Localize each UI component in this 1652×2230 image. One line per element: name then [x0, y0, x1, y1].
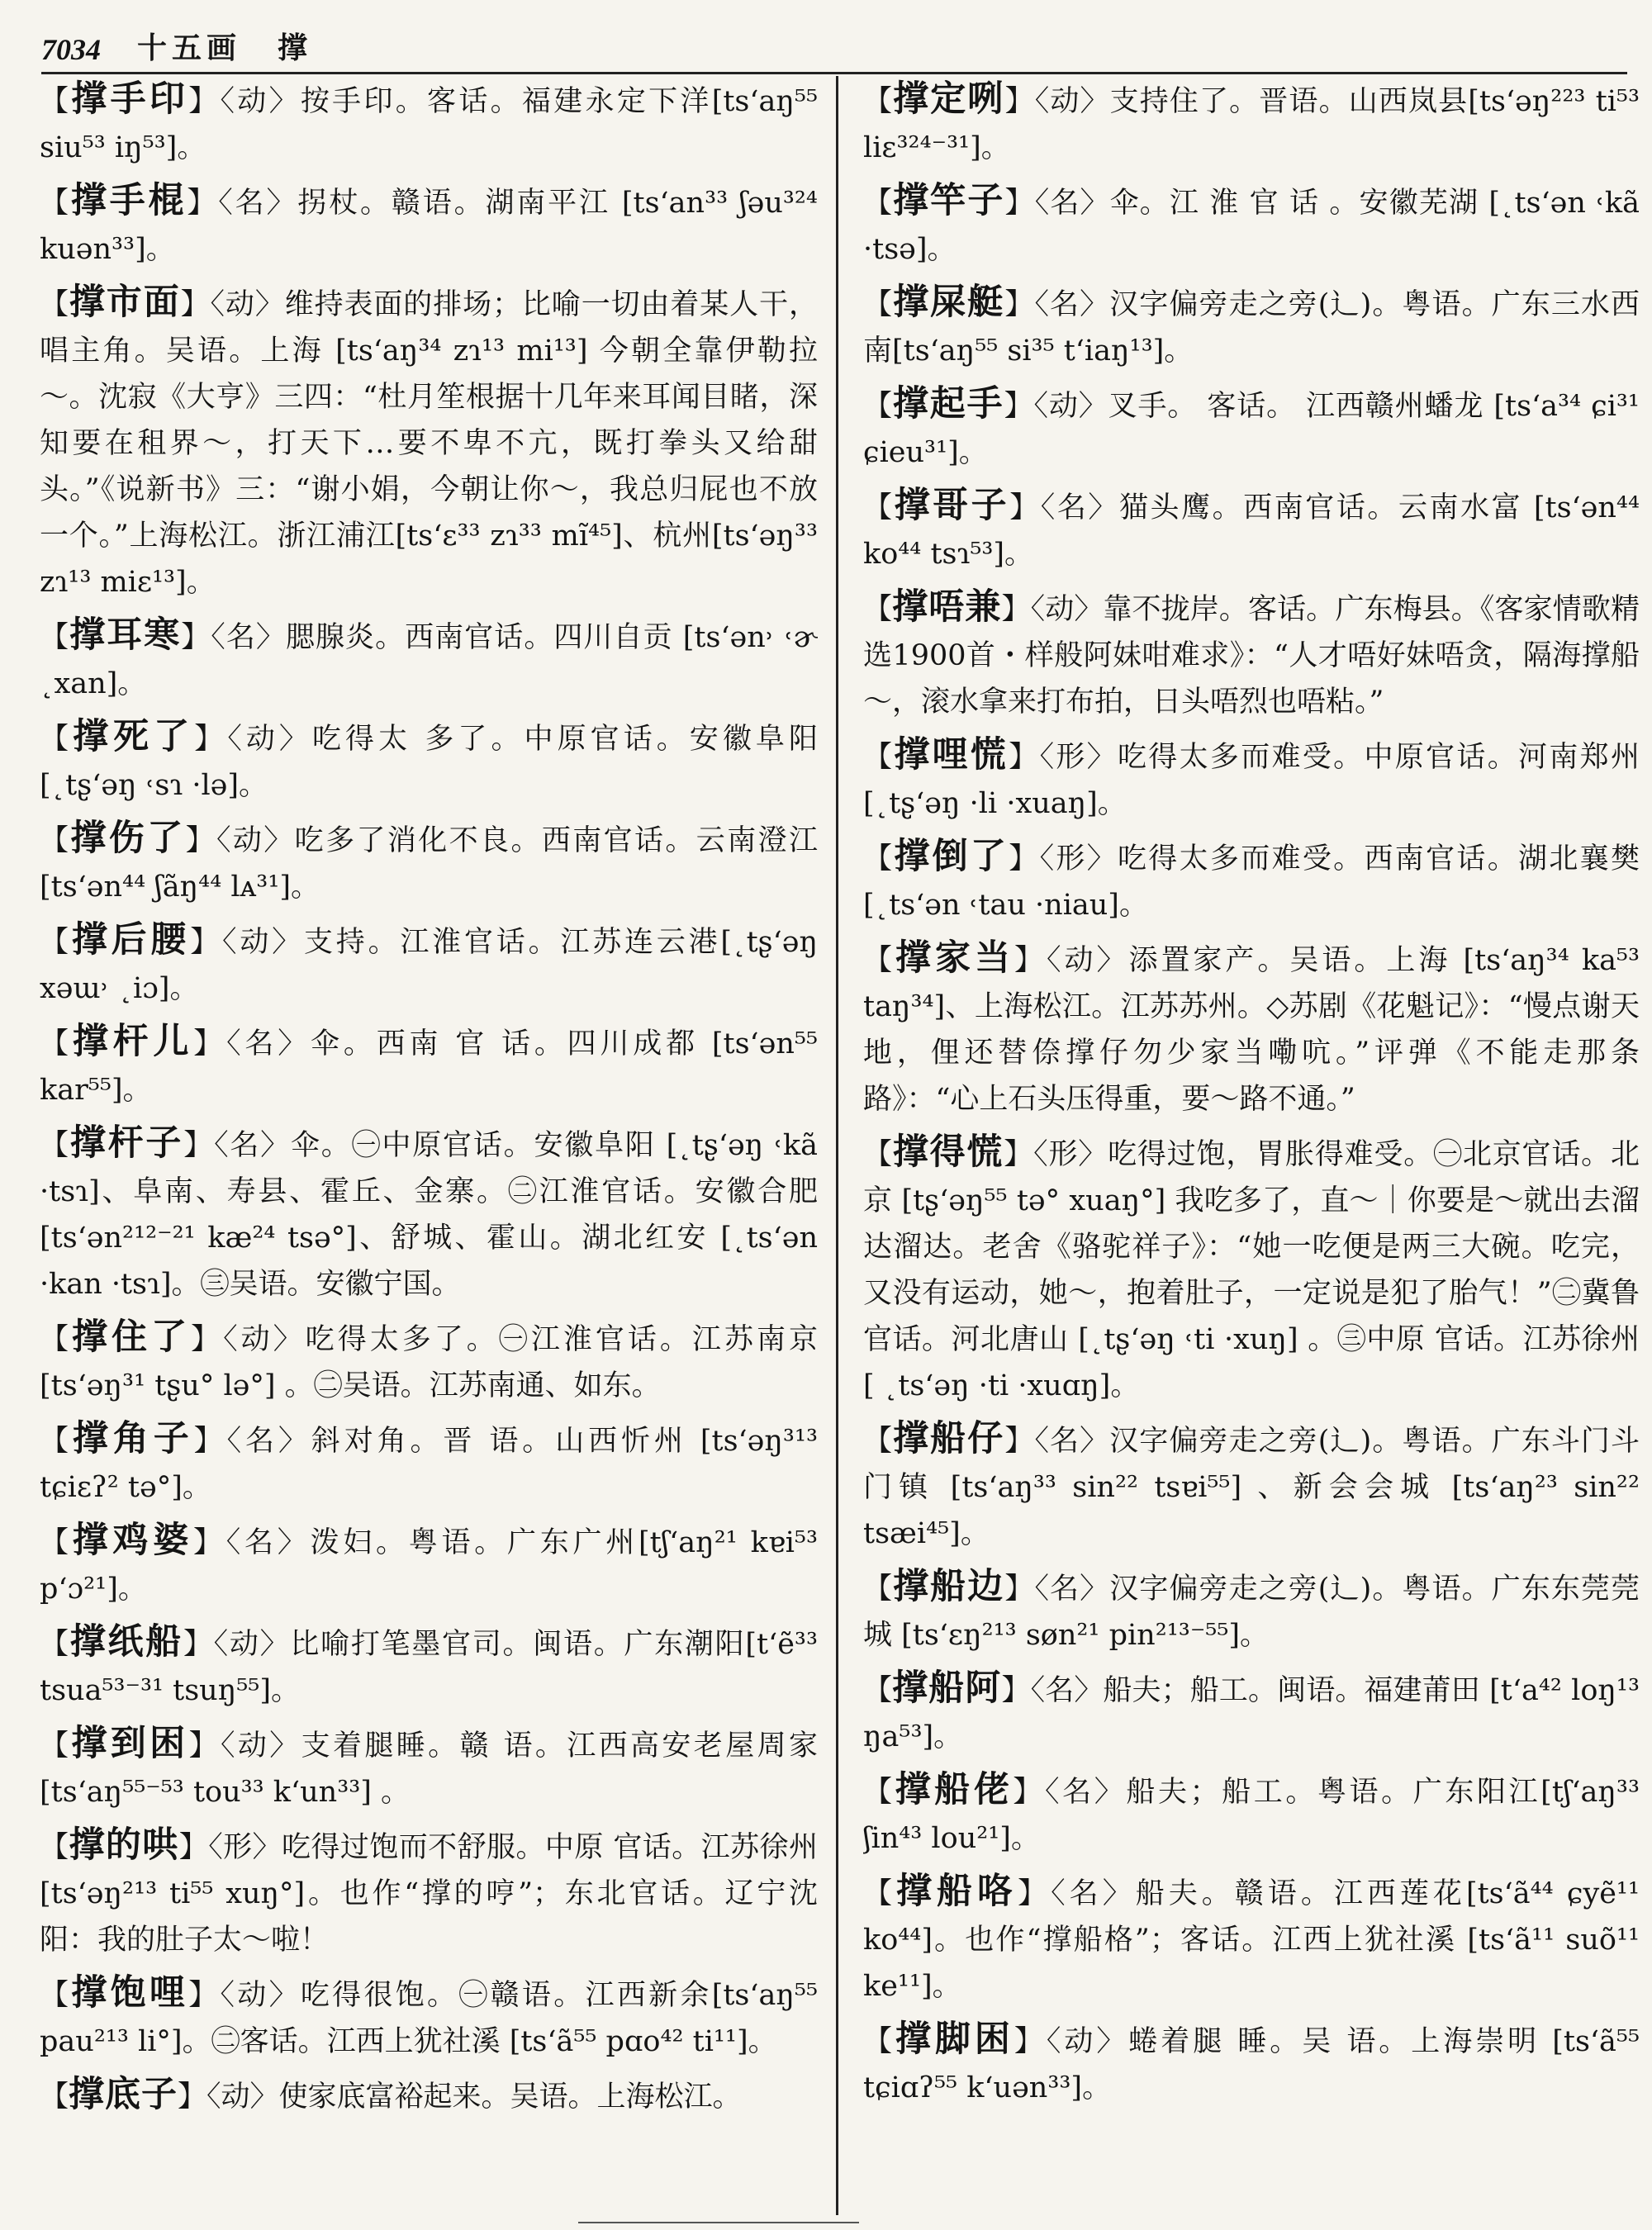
definition: 〈名〉船夫；船工。粤语。广东阳江[tʃ‘aŋ³³ ʃin⁴³ lou²¹]。 [863, 1776, 1640, 1855]
definition: 〈名〉泼妇。粤语。广东广州[tʃ‘aŋ²¹ kɐi⁵³ p‘ɔ²¹]。 [40, 1526, 818, 1606]
definition: 〈名〉斜对角。晋 语。山西忻州 [ts‘əŋ³¹³ tɕiɛʔ² tə°]。 [40, 1425, 818, 1504]
entry: 【撑船边】〈名〉汉字偏旁走之旁(辶)。粤语。广东东莞莞城 [ts‘ɛŋ²¹³ søn²¹ pin²¹³⁻⁵⁵]。 [863, 1566, 1640, 1652]
headword: 撑纸船 [69, 1621, 183, 1663]
headword: 撑市面 [69, 282, 181, 323]
headword: 撑唔兼 [892, 586, 1002, 628]
definition: 〈名〉汉字偏旁走之旁(辶)。粤语。广东斗门斗门镇 [ts‘aŋ³³ sin²² tsɐi⁵⁵] 、新会会城 [ts‘aŋ²³ sin²² tsæi⁴⁵]。 [863, 1425, 1640, 1550]
definition: 〈动〉靠不拢岸。客话。广东梅县。《客家情歌精选1900首・样般阿妹咁难求》：“人才唔好妹唔贪，隔海撑船～，滚水拿来打布拍，日头唔烈也唔粘。” [863, 593, 1640, 719]
entry: 【撑船咯】〈名〉船夫。赣语。江西莲花[ts‘ã⁴⁴ ɕyẽ¹¹ ko⁴⁴]。也作“撑船格”；客话。江西上犹社溪 [ts‘ã¹¹ suõ¹¹ ke¹¹]。 [863, 1871, 1640, 2003]
entry: 【撑住了】〈动〉吃得太多了。㊀江淮官话。江苏南京 [ts‘əŋ³¹ tʂu° lə°] 。㊁吴语。江苏南通、如东。 [40, 1317, 818, 1402]
definition: 〈动〉叉手。 客话。 江西赣州蟠龙 [ts‘a³⁴ ɕi³¹ ɕieu³¹]。 [863, 390, 1640, 469]
headword: 撑倒了 [894, 836, 1009, 877]
definition: 〈动〉按手印。客话。福建永定下洋[ts‘aŋ⁵⁵ siu⁵³ iŋ⁵³]。 [40, 85, 818, 164]
headword: 撑杆儿 [72, 1021, 194, 1062]
entry: 【撑竿子】〈名〉伞。江 淮 官 话 。安徽芜湖 [˛ts‘ən ˓kã ·tsə]。 [863, 180, 1640, 266]
headword: 撑鸡婆 [72, 1520, 193, 1561]
entry: 【撑底子】〈动〉使家底富裕起来。吴语。上海松江。 [40, 2074, 742, 2115]
entry: 【撑哩慌】〈形〉吃得太多而难受。中原官话。河南郑州 [˛tʂ‘əŋ ·li ·xuaŋ]。 [863, 734, 1640, 820]
headword: 撑角子 [72, 1418, 194, 1459]
headword: 撑船仔 [893, 1418, 1005, 1459]
headword: 撑哩慌 [894, 734, 1009, 776]
headword: 撑家当 [895, 937, 1014, 979]
entry: 【撑起手】〈动〉叉手。 客话。 江西赣州蟠龙 [ts‘a³⁴ ɕi³¹ ɕieu³¹]。 [863, 383, 1640, 469]
definition: 〈动〉支着腿睡。赣 语。江西高安老屋周家 [ts‘aŋ⁵⁵⁻⁵³ tou³³ k‘un³³] 。 [40, 1729, 818, 1809]
headword: 撑哥子 [894, 485, 1010, 526]
definition: 〈名〉猫头鹰。西南官话。云南水富 [ts‘ən⁴⁴ ko⁴⁴ tsɿ⁵³]。 [863, 491, 1640, 571]
header-character: 撑 [278, 31, 313, 65]
headword: 撑脚困 [895, 2019, 1014, 2060]
headword: 撑后腰 [71, 919, 191, 961]
right-column [863, 76, 1640, 2219]
bottom-rule [578, 2222, 859, 2223]
entry: 【撑伤了】〈动〉吃多了消化不良。西南官话。云南澄江 [ts‘ən⁴⁴ ʃãŋ⁴⁴ lᴀ³¹]。 [40, 818, 818, 904]
entry: 【撑角子】〈名〉斜对角。晋 语。山西忻州 [ts‘əŋ³¹³ tɕiɛʔ² tə°]。 [40, 1418, 818, 1504]
entry: 【撑到困】〈动〉支着腿睡。赣 语。江西高安老屋周家 [ts‘aŋ⁵⁵⁻⁵³ tou³³ k‘un³³] 。 [40, 1723, 818, 1809]
entry: 【撑手棍】〈名〉拐杖。赣语。湖南平江 [ts‘an³³ ʃəu³²⁴ kuən³³]。 [40, 180, 818, 266]
definition: 〈动〉使家底富裕起来。吴语。上海松江。 [206, 2081, 742, 2114]
entry: 【撑倒了】〈形〉吃得太多而难受。西南官话。湖北襄樊 [˛ts‘ən ˓tau ·niau]。 [863, 836, 1640, 922]
definition: 〈动〉添置家产。吴语。上海 [ts‘aŋ³⁴ ka⁵³ taŋ³⁴]、上海松江。江苏苏州。◇苏剧《花魁记》：“慢点谢天地，俚还替倷撑仔勿少家当嘞吭。”评弹《不能走那条路》：“心上石头压得重，要～路不通。” [863, 944, 1640, 1116]
page-number: 7034 [41, 33, 101, 66]
definition: 〈形〉吃得过饱，胃胀得难受。㊀北京官话。北京 [tʂ‘əŋ⁵⁵ tə° xuaŋ°] 我吃多了，直～｜你要是～就出去溜达溜达。老舍《骆驼祥子》：“她一吃便是两三大碗。吃完，又没有运动，她～，抱着肚子，一定说是犯了胎气！”㊁冀鲁官话。河北唐山 [˛tʂ‘əŋ ˓ti ·xuŋ] 。㊂中原 官话。江苏徐州 [ ˛ts‘əŋ ·ti ·xuɑŋ]。 [863, 1138, 1640, 1402]
headword: 撑住了 [72, 1317, 192, 1358]
entry: 【撑脚困】〈动〉蜷着腿 睡。吴 语。上海崇明 [ts‘ã⁵⁵ tɕiɑʔ⁵⁵ k‘uən³³]。 [863, 2019, 1640, 2104]
definition: 〈形〉吃得太多而难受。中原官话。河南郑州 [˛tʂ‘əŋ ·li ·xuaŋ]。 [863, 741, 1640, 820]
definition: 〈名〉伞。西南 官 话。四川成都 [ts‘ən⁵⁵ kar⁵⁵]。 [40, 1027, 818, 1107]
headword: 撑到困 [71, 1723, 189, 1764]
headword: 撑底子 [69, 2074, 178, 2115]
definition: 〈动〉支持住了。晋语。山西岚县[ts‘əŋ²²³ ti⁵³ liɛ³²⁴⁻³¹]。 [863, 85, 1640, 164]
entry: 【撑的哄】〈形〉吃得过饱而不舒服。中原 官话。江苏徐州 [ts‘əŋ²¹³ ti⁵⁵ xuŋ°]。也作“撑的哼”；东北官话。辽宁沈阳：我的肚子太～啦！ [40, 1824, 818, 1957]
definition: 〈名〉汉字偏旁走之旁(辶)。粤语。广东东莞莞城 [ts‘ɛŋ²¹³ søn²¹ pin²¹³⁻⁵⁵]。 [863, 1573, 1640, 1652]
entry: 【撑饱哩】〈动〉吃得很饱。㊀赣语。江西新余[ts‘aŋ⁵⁵ pau²¹³ li°]。㊁客话。江西上犹社溪 [ts‘ã⁵⁵ pɑo⁴² ti¹¹]。 [40, 1972, 818, 2058]
headword: 撑船阿 [892, 1668, 1002, 1709]
left-column [40, 76, 818, 2219]
definition: 〈动〉吃得太 多了。中原官话。安徽阜阳 [˛tʂ‘əŋ ˓sɿ ·lə]。 [40, 723, 818, 802]
headword: 撑饱哩 [71, 1972, 189, 2014]
headword: 撑手棍 [70, 180, 188, 221]
entry: 【撑纸船】〈动〉比喻打笔墨官司。闽语。广东潮阳[t‘ẽ³³ tsua⁵³⁻³¹ tsuŋ⁵⁵]。 [40, 1621, 818, 1707]
definition: 〈名〉拐杖。赣语。湖南平江 [ts‘an³³ ʃəu³²⁴ kuən³³]。 [40, 187, 818, 266]
entry: 【撑船佬】〈名〉船夫；船工。粤语。广东阳江[tʃ‘aŋ³³ ʃin⁴³ lou²¹]。 [863, 1769, 1640, 1855]
definition: 〈动〉吃得很饱。㊀赣语。江西新余[ts‘aŋ⁵⁵ pau²¹³ li°]。㊁客话。江西上犹社溪 [ts‘ã⁵⁵ pɑo⁴² ti¹¹]。 [40, 1979, 818, 2058]
entry: 【撑得慌】〈形〉吃得过饱，胃胀得难受。㊀北京官话。北京 [tʂ‘əŋ⁵⁵ tə° xuaŋ°] 我吃多了，直～｜你要是～就出去溜达溜达。老舍《骆驼祥子》：“她一吃便是两三大碗。吃完，又没有运动，她～，抱着肚子，一定说是犯了胎气！”㊁冀鲁官话。河北唐山 [˛tʂ‘əŋ ˓ti ·xuŋ] 。㊂中原 官话。江苏徐州 [ ˛ts‘əŋ ·ti ·xuɑŋ]。 [863, 1132, 1640, 1402]
page-header [41, 23, 1627, 74]
entry: 【撑船阿】〈名〉船夫；船工。闽语。福建莆田 [t‘a⁴² loŋ¹³ ŋa⁵³]。 [863, 1668, 1640, 1753]
entry: 【撑后腰】〈动〉支持。江淮官话。江苏连云港[˛tʂ‘əŋ xəɯ˒ ˛iɔ]。 [40, 919, 818, 1005]
entry: 【撑死了】〈动〉吃得太 多了。中原官话。安徽阜阳 [˛tʂ‘əŋ ˓sɿ ·lə]。 [40, 716, 818, 802]
headword: 撑的哄 [69, 1824, 179, 1866]
headword: 撑手印 [71, 78, 189, 120]
entry: 【撑市面】〈动〉维持表面的排场；比喻一切由着某人干，唱主角。吴语。上海 [ts‘aŋ³⁴ zɿ¹³ mi¹³] 今朝全靠伊勒拉～。沈寂《大亨》三四：“杜月笙根据十几年来耳闻目睹，深知要在租界～，打天下…要不卑不亢，既打拳头又给甜头。”《说新书》三：“谢小娟，今朝让你～，我总归屁也不放一个。”上海松江。浙江浦江[ts‘ɛ³³ zɿ³³ mĩ⁴⁵]、杭州[ts‘əŋ³³ zɿ¹³ miɛ¹³]。 [40, 282, 818, 599]
headword: 撑竿子 [893, 180, 1005, 221]
definition: 〈形〉吃得过饱而不舒服。中原 官话。江苏徐州 [ts‘əŋ²¹³ ti⁵⁵ xuŋ°]。也作“撑的哼”；东北官话。辽宁沈阳：我的肚子太～啦！ [40, 1831, 818, 1957]
headword: 撑得慌 [892, 1132, 1004, 1173]
headword: 撑屎艇 [893, 282, 1005, 323]
definition: 〈动〉支持。江淮官话。江苏连云港[˛tʂ‘əŋ xəɯ˒ ˛iɔ]。 [40, 926, 818, 1005]
definition: 〈动〉蜷着腿 睡。吴 语。上海崇明 [ts‘ã⁵⁵ tɕiɑʔ⁵⁵ k‘uən³³]。 [863, 2025, 1640, 2104]
entry: 【撑手印】〈动〉按手印。客话。福建永定下洋[ts‘aŋ⁵⁵ siu⁵³ iŋ⁵³]。 [40, 78, 818, 164]
headword: 撑起手 [892, 383, 1004, 425]
entry: 【撑屎艇】〈名〉汉字偏旁走之旁(辶)。粤语。广东三水西南[ts‘aŋ⁵⁵ si³⁵ t‘iaŋ¹³]。 [863, 282, 1640, 368]
headword: 撑杆子 [69, 1122, 184, 1164]
entry: 【撑唔兼】〈动〉靠不拢岸。客话。广东梅县。《客家情歌精选1900首・样般阿妹咁难求》：“人才唔好妹唔贪，隔海撑船～，滚水拿来打布拍，日头唔烈也唔粘。” [863, 586, 1640, 719]
definition: 〈名〉腮腺炎。西南官话。四川自贡 [ts‘ən˒ ˓ɚ ˛xan]。 [40, 621, 818, 700]
entry: 【撑耳寒】〈名〉腮腺炎。西南官话。四川自贡 [ts‘ən˒ ˓ɚ ˛xan]。 [40, 614, 818, 700]
headword: 撑船咯 [896, 1871, 1018, 1912]
headword: 撑船佬 [895, 1769, 1014, 1810]
headword: 撑船边 [893, 1566, 1005, 1607]
stroke-count: 十五画 [137, 31, 242, 65]
entry: 【撑杆儿】〈名〉伞。西南 官 话。四川成都 [ts‘ən⁵⁵ kar⁵⁵]。 [40, 1021, 818, 1107]
entry: 【撑家当】〈动〉添置家产。吴语。上海 [ts‘aŋ³⁴ ka⁵³ taŋ³⁴]、上海松江。江苏苏州。◇苏剧《花魁记》：“慢点谢天地，俚还替倷撑仔勿少家当嘞吭。”评弹《不能走那条路》：“心上石头压得重，要～路不通。” [863, 937, 1640, 1116]
entry: 【撑鸡婆】〈名〉泼妇。粤语。广东广州[tʃ‘aŋ²¹ kɐi⁵³ p‘ɔ²¹]。 [40, 1520, 818, 1606]
definition: 〈形〉吃得太多而难受。西南官话。湖北襄樊 [˛ts‘ən ˓tau ·niau]。 [863, 842, 1640, 922]
definition: 〈动〉吃得太多了。㊀江淮官话。江苏南京 [ts‘əŋ³¹ tʂu° lə°] 。㊁吴语。江苏南通、如东。 [40, 1323, 818, 1402]
column-divider [836, 76, 838, 2215]
definition: 〈名〉伞。江 淮 官 话 。安徽芜湖 [˛ts‘ən ˓kã ·tsə]。 [863, 187, 1640, 266]
headword: 撑耳寒 [69, 614, 182, 656]
entry: 【撑哥子】〈名〉猫头鹰。西南官话。云南水富 [ts‘ən⁴⁴ ko⁴⁴ tsɿ⁵³]。 [863, 485, 1640, 571]
definition: 〈动〉吃多了消化不良。西南官话。云南澄江 [ts‘ən⁴⁴ ʃãŋ⁴⁴ lᴀ³¹]。 [40, 824, 818, 904]
definition: 〈名〉船夫；船工。闽语。福建莆田 [t‘a⁴² loŋ¹³ ŋa⁵³]。 [863, 1674, 1640, 1753]
definition: 〈名〉船夫。赣语。江西莲花[ts‘ã⁴⁴ ɕyẽ¹¹ ko⁴⁴]。也作“撑船格”；客话。江西上犹社溪 [ts‘ã¹¹ suõ¹¹ ke¹¹]。 [863, 1877, 1640, 2003]
definition: 〈动〉比喻打笔墨官司。闽语。广东潮阳[t‘ẽ³³ tsua⁵³⁻³¹ tsuŋ⁵⁵]。 [40, 1628, 818, 1707]
definition: 〈动〉维持表面的排场；比喻一切由着某人干，唱主角。吴语。上海 [ts‘aŋ³⁴ zɿ¹³ mi¹³] 今朝全靠伊勒拉～。沈寂《大亨》三四：“杜月笙根据十几年来耳闻目睹，深知要在租界～，打天下…要不卑不亢，既打拳头又给甜头。”《说新书》三：“谢小娟，今朝让你～，我总归屁也不放一个。”上海松江。浙江浦江[ts‘ɛ³³ zɿ³³ mĩ⁴⁵]、杭州[ts‘əŋ³³ zɿ¹³ miɛ¹³]。 [40, 288, 818, 599]
definition: 〈名〉汉字偏旁走之旁(辶)。粤语。广东三水西南[ts‘aŋ⁵⁵ si³⁵ t‘iaŋ¹³]。 [863, 288, 1640, 368]
headword: 撑伤了 [70, 818, 186, 859]
definition: 〈名〉伞。㊀中原官话。安徽阜阳 [˛tʂ‘əŋ ˓kã ·tsɿ]、阜南、寿县、霍丘、金寨。㊁江淮官话。安徽合肥 [ts‘ən²¹²⁻²¹ kæ²⁴ tsə°]、舒城、霍山。湖北红安 [˛ts‘ən ·kan ·tsɿ]。㊂吴语。安徽宁国。 [40, 1129, 818, 1301]
headword: 撑死了 [73, 716, 195, 757]
headword: 撑定咧 [893, 78, 1005, 120]
entry: 【撑杆子】〈名〉伞。㊀中原官话。安徽阜阳 [˛tʂ‘əŋ ˓kã ·tsɿ]、阜南、寿县、霍丘、金寨。㊁江淮官话。安徽合肥 [ts‘ən²¹²⁻²¹ kæ²⁴ tsə°]、舒城、霍山。湖北红安 [˛ts‘ən ·kan ·tsɿ]。㊂吴语。安徽宁国。 [40, 1122, 818, 1301]
entry: 【撑定咧】〈动〉支持住了。晋语。山西岚县[ts‘əŋ²²³ ti⁵³ liɛ³²⁴⁻³¹]。 [863, 78, 1640, 164]
entry: 【撑船仔】〈名〉汉字偏旁走之旁(辶)。粤语。广东斗门斗门镇 [ts‘aŋ³³ sin²² tsɐi⁵⁵] 、新会会城 [ts‘aŋ²³ sin²² tsæi⁴⁵]。 [863, 1418, 1640, 1550]
